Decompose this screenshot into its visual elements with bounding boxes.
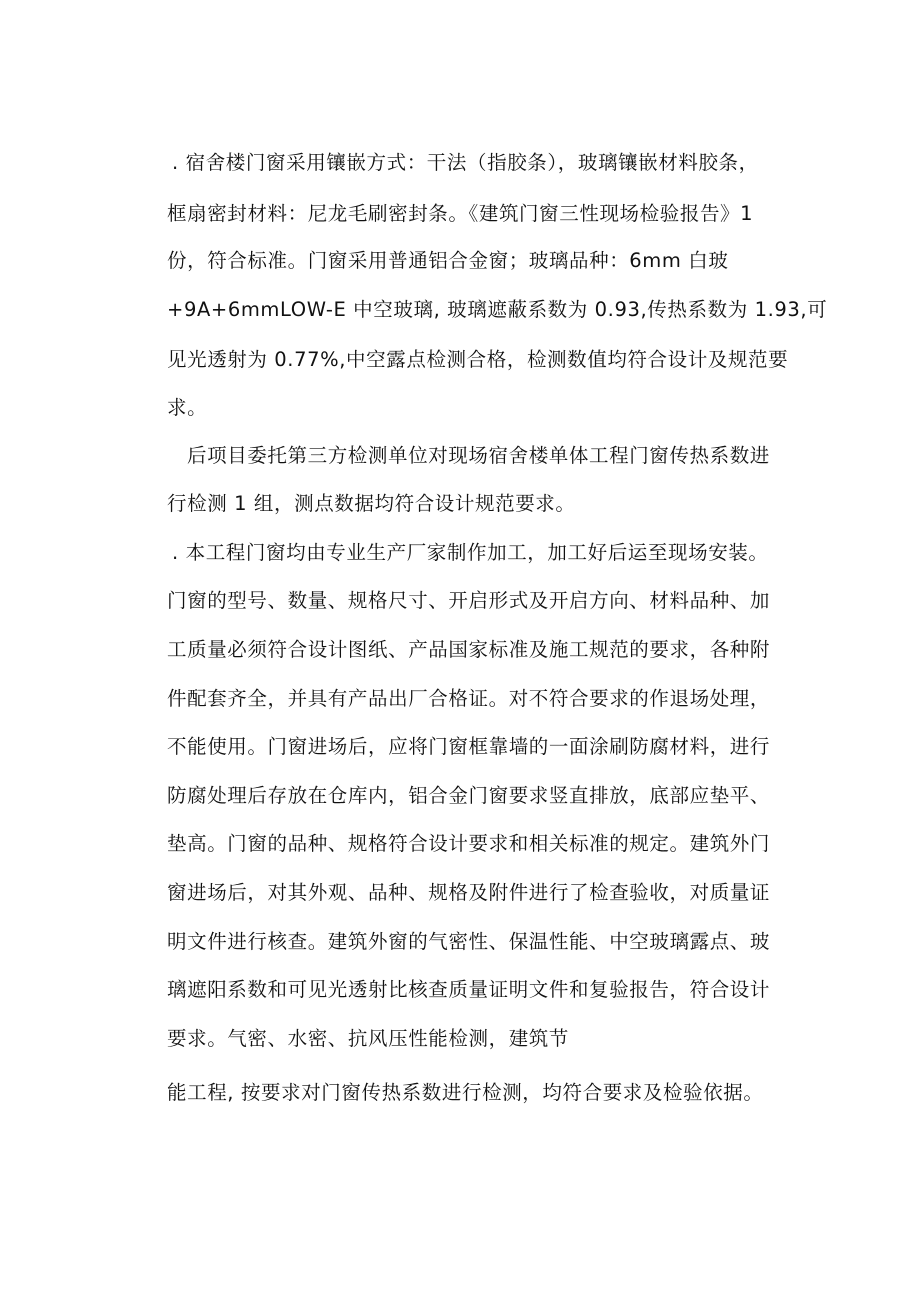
text-line: 要求。气密、水密、抗风压性能检测，建筑节: [167, 1027, 570, 1050]
text-line: 不能使用。门窗进场后，应将门窗框靠墙的一面涂刷防腐材料，进行: [167, 735, 771, 758]
text-line: 防腐处理后存放在仓库内，铝合金门窗要求竖直排放，底部应垫平、: [167, 784, 771, 807]
text-line: . 宿舍楼门窗采用镶嵌方式：干法（指胶条），玻璃镶嵌材料胶条，: [172, 151, 759, 174]
text-line: 明文件进行核查。建筑外窗的气密性、保温性能、中空玻璃露点、玻: [167, 930, 771, 953]
text-line: 工质量必须符合设计图纸、产品国家标准及施工规范的要求，各种附: [167, 638, 771, 661]
text-line: 璃遮阳系数和可见光透射比核查质量证明文件和复验报告，符合设计: [167, 978, 771, 1001]
text-line: 门窗的型号、数量、规格尺寸、开启形式及开启方向、材料品种、加: [167, 589, 771, 612]
text-line: 能工程, 按要求对门窗传热系数进行检测，均符合要求及检验依据。: [167, 1081, 764, 1104]
text-line: 框扇密封材料：尼龙毛刷密封条。《建筑门窗三性现场检验报告》1: [167, 202, 754, 225]
text-line: +9A+6mmLOW-E 中空玻璃, 玻璃遮蔽系数为 0.93,传热系数为 1.93,可: [167, 298, 828, 321]
text-line: 份，符合标准。门窗采用普通铝合金窗；玻璃品种：6mm 白玻: [167, 249, 729, 272]
text-line: 求。: [167, 396, 208, 419]
text-line: 垫高。门窗的品种、规格符合设计要求和相关标准的规定。建筑外门: [167, 832, 771, 855]
text-line: 行检测 1 组，测点数据均符合设计规范要求。: [167, 492, 576, 515]
text-line: 件配套齐全，并具有产品出厂合格证。对不符合要求的作退场处理，: [167, 687, 771, 710]
text-line: 后项目委托第三方检测单位对现场宿舍楼单体工程门窗传热系数进: [187, 444, 770, 467]
text-line: 见光透射为 0.77%,中空露点检测合格，检测数值均符合设计及规范要: [167, 348, 789, 371]
text-line: 窗进场后，对其外观、品种、规格及附件进行了检查验收，对质量证: [167, 881, 771, 904]
text-line: . 本工程门窗均由专业生产厂家制作加工，加工好后运至现场安装。: [172, 541, 769, 564]
